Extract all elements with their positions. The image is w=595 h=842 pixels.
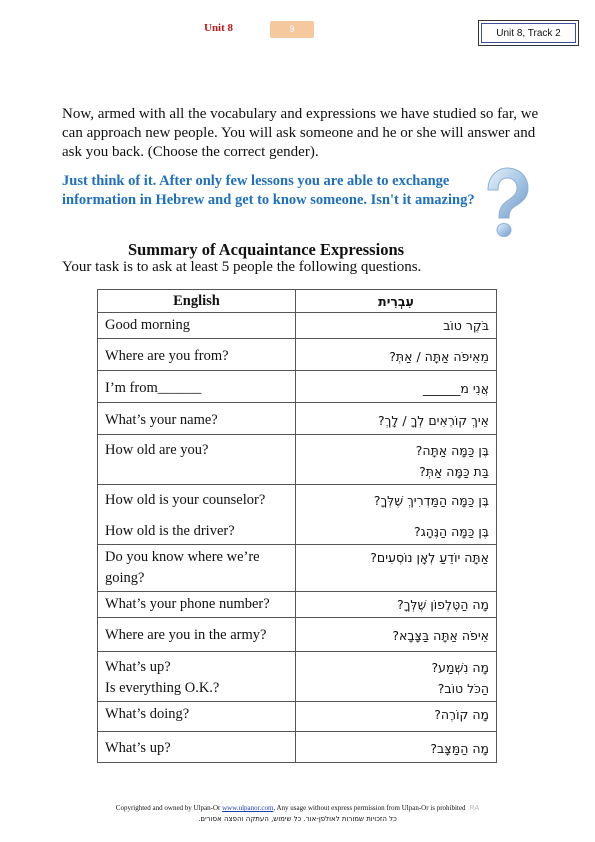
english-text: Where are you from? — [105, 348, 229, 364]
table-row — [98, 403, 497, 435]
hebrew-cell — [296, 403, 497, 435]
column-header-english: English — [98, 290, 296, 313]
summary-title: Summary of Acquaintance Expressions — [127, 240, 405, 259]
publisher-mark: RA — [469, 805, 480, 812]
hebrew-cell — [296, 652, 497, 702]
english-text: What’s up? — [105, 659, 171, 675]
english-cell — [98, 403, 296, 435]
hebrew-text: בַּת כַּמָּה אַתְּ? — [419, 464, 489, 479]
english-cell — [98, 702, 296, 732]
audio-track-button[interactable] — [478, 20, 579, 46]
hebrew-cell — [296, 313, 497, 339]
hebrew-cell — [296, 435, 497, 485]
english-cell — [98, 313, 296, 339]
question-mark-icon — [476, 166, 534, 242]
english-text: Where are you in the army? — [105, 627, 267, 643]
hebrew-cell — [296, 339, 497, 371]
english-cell — [98, 592, 296, 618]
hebrew-cell — [296, 702, 497, 732]
task-instruction: Your task is to ask at least 5 people the following questions. — [62, 259, 422, 275]
hebrew-text: מָה הַמַּצָּב? — [430, 741, 489, 756]
english-text: How old is the driver? — [105, 523, 235, 539]
hebrew-text: אֲנִי מ______ — [422, 381, 489, 396]
copyright-suffix: , Any usage without express permission from Ulpan-Or is prohibited — [273, 804, 466, 812]
table-row — [98, 371, 497, 403]
english-text: How old is your counselor? — [105, 492, 266, 508]
english-text: What’s up? — [105, 740, 171, 756]
audio-track-label: Unit 8, Track 2 — [481, 23, 576, 43]
table-row — [98, 485, 497, 545]
hebrew-copyright: כל הזכויות שמורות לאולפן-אור. כל שימוש, העתקה והפצה אסורים. — [198, 815, 397, 823]
english-cell — [98, 371, 296, 403]
hebrew-text: מָה נִשְׁמַע? — [431, 660, 489, 675]
hebrew-text: בֹּקֶר טוֹב — [443, 318, 489, 333]
english-text: What’s your phone number? — [105, 596, 270, 612]
hebrew-text: בֶּן כַּמָּה הַנֶּהָג? — [414, 524, 489, 539]
table-row — [98, 545, 497, 592]
highlight-paragraph: Just think of it. After only few lessons you are able to exchange information in Hebrew and get to know someone. Isn't it amazing? — [62, 173, 475, 208]
copyright-prefix: Copyrighted and owned by Ulpan-Or — [115, 804, 223, 812]
hebrew-cell — [296, 592, 497, 618]
english-text: Good morning — [105, 317, 190, 333]
english-cell — [98, 732, 296, 763]
copyright-footer — [0, 804, 595, 812]
table-header-row — [98, 290, 497, 313]
table-row — [98, 339, 497, 371]
table-row — [98, 732, 497, 763]
english-cell — [98, 618, 296, 652]
website-link[interactable]: www.ulpanor.com — [222, 804, 274, 812]
english-text: Do you know where we’re going? — [105, 549, 260, 586]
english-text: Is everything O.K.? — [105, 680, 220, 696]
english-text: How old are you? — [105, 442, 209, 458]
table-row — [98, 702, 497, 732]
english-text: What’s your name? — [105, 412, 218, 428]
english-text: I’m from______ — [105, 380, 202, 396]
hebrew-cell — [296, 371, 497, 403]
english-cell — [98, 435, 296, 485]
hebrew-text: בֶּן כַּמָּה אַתָּה? — [415, 443, 489, 458]
english-cell — [98, 339, 296, 371]
expressions-table — [97, 289, 497, 763]
table-row — [98, 435, 497, 485]
english-cell — [98, 652, 296, 702]
table-row — [98, 592, 497, 618]
hebrew-cell — [296, 545, 497, 592]
table-row — [98, 652, 497, 702]
hebrew-cell — [296, 618, 497, 652]
hebrew-text: מָה קוֹרֶה? — [434, 707, 489, 722]
table-row — [98, 618, 497, 652]
english-cell — [98, 485, 296, 545]
hebrew-cell — [296, 732, 497, 763]
hebrew-text: מָה הַטֶּלֶפוֹן שֶׁלְּךָ? — [397, 597, 489, 612]
hebrew-text: אֵיפֹה אַתָּה בַּצָּבָא? — [392, 628, 489, 643]
table-row — [98, 313, 497, 339]
page-number-badge: 9 — [270, 21, 314, 38]
english-cell — [98, 545, 296, 592]
english-text: What’s doing? — [105, 706, 190, 722]
column-header-hebrew: עִבְרִית — [296, 290, 497, 313]
hebrew-text: אֵיךְ קוֹרְאִים לְךָ / לָךְ? — [377, 413, 489, 428]
hebrew-text: בֶּן כַּמָּה הַמַּדְרִיךְ שֶׁלְּךָ? — [373, 493, 489, 508]
hebrew-cell — [296, 485, 497, 545]
hebrew-text: הַכֹּל טוֹב? — [437, 681, 489, 696]
unit-title: Unit 8 — [204, 22, 234, 34]
intro-paragraph: Now, armed with all the vocabulary and expressions we have studied so far, we can approach new people. You will ask someone and he or she will answer and ask you back. (Choose the correct gender). — [62, 106, 539, 160]
hebrew-text: אַתָּה יוֹדֵעַ לְאָן נוֹסְעִים? — [370, 550, 489, 565]
hebrew-text: מֵאֵיפֹה אַתָּה / אַתְּ? — [389, 349, 489, 364]
